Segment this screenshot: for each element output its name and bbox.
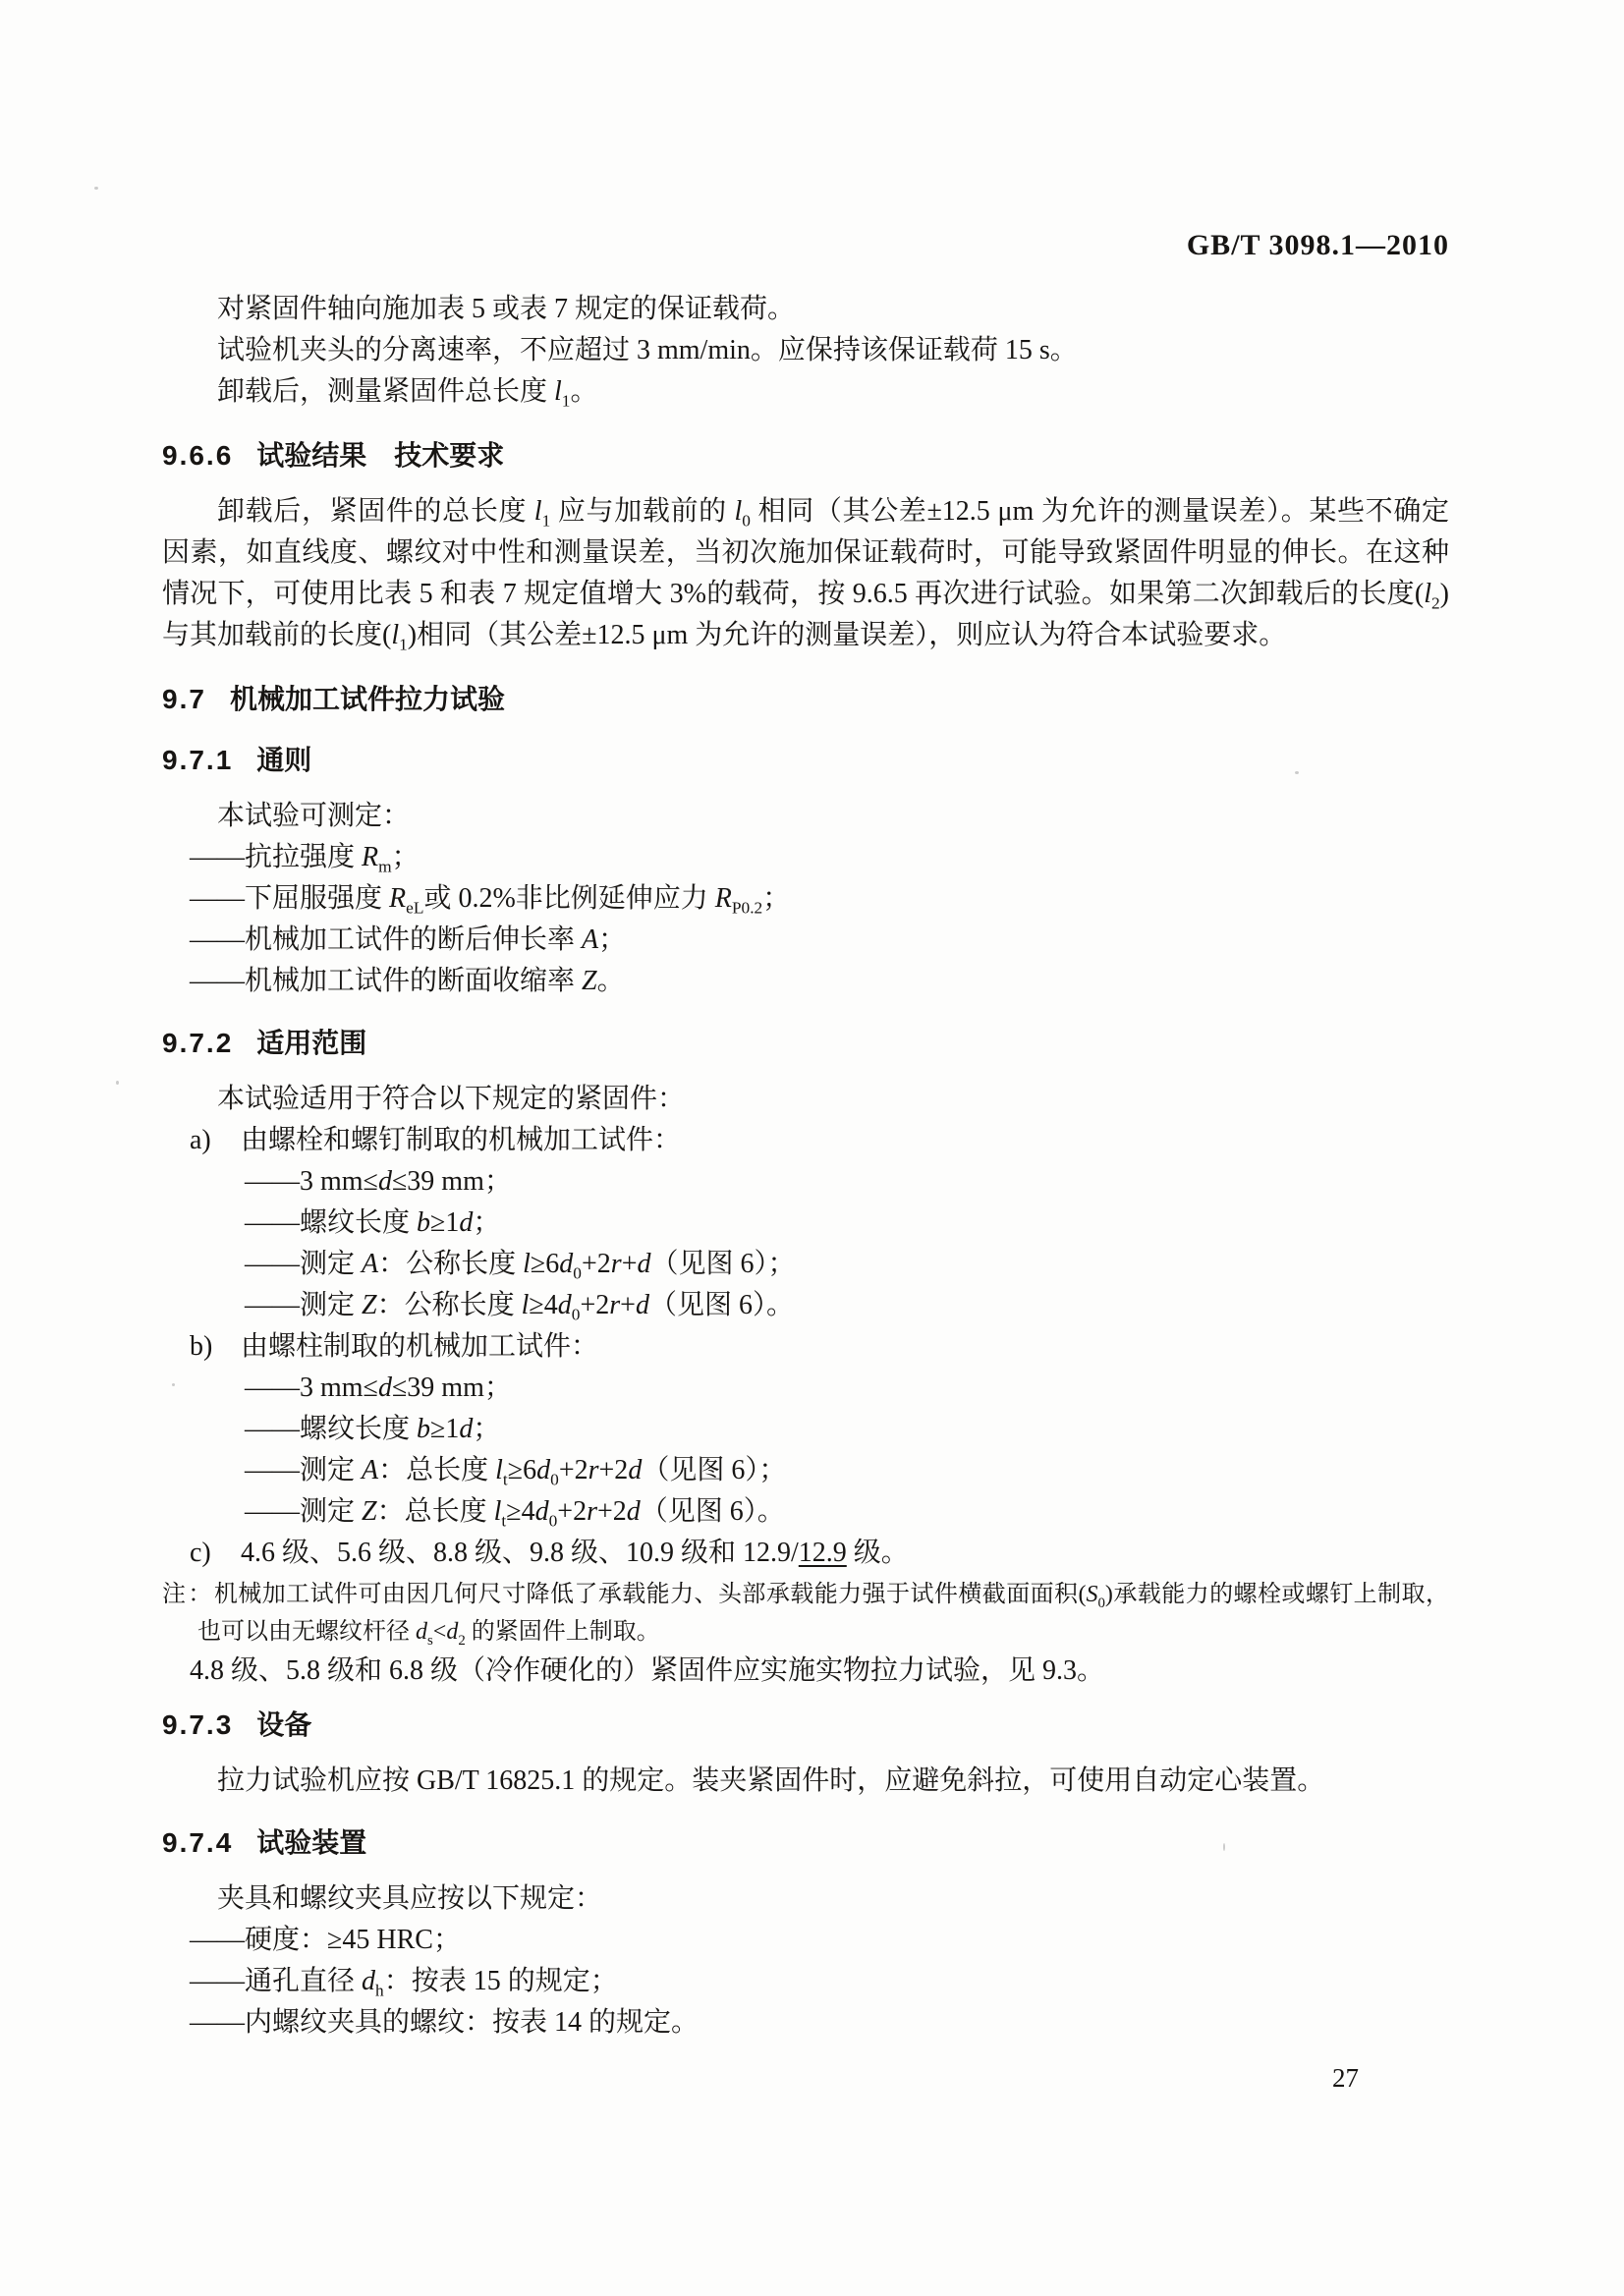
section-heading-9-7-3 [162, 1706, 1449, 1745]
scan-speck [94, 187, 98, 190]
section-9-7-3-body: 拉力试验机应按 GB/T 16825.1 的规定。装夹紧固件时，应避免斜拉，可使用自动定心装置。 [217, 1765, 1325, 1796]
section-heading-9-7 [162, 680, 1449, 719]
scan-speck [1295, 771, 1299, 774]
section-9-7-2-lead: 本试验适用于符合以下规定的紧固件： [217, 1084, 686, 1114]
section-number: 9.6.6 [162, 440, 234, 471]
section-title: 机械加工试件拉力试验 [229, 684, 505, 714]
dash-list-item: ——抗拉强度 $R_m$； [190, 842, 420, 876]
section-number: 9.7.2 [162, 1028, 234, 1058]
list-item-text: 由螺柱制取的机械加工试件： [241, 1331, 599, 1362]
note-text: 机械加工试件可由因几何尺寸降低了承载能力、头部承载能力强于试件横截面面积$(S_0)$承载能力的螺栓或螺钉上制取，也可以由无螺纹杆径 $d_s<d_2$ 的紧固件上制取。 [197, 1582, 1449, 1649]
section-number: 9.7.3 [162, 1709, 234, 1740]
dash-list-item: ——螺纹长度 b≥1d； [245, 1207, 501, 1238]
page-number: 27 [1332, 2063, 1359, 2093]
section-title: 适用范围 [256, 1028, 367, 1058]
list-item-b [162, 1326, 1449, 1368]
list-item-label: c) [190, 1538, 211, 1568]
scan-speck [1223, 1843, 1225, 1851]
section-9-6-6-body: 卸载后，紧固件的总长度 $l_1$ 应与加载前的 $l_0$ 相同（其公差±12.5 μm 为允许的测量误差）。某些不确定因素，如直线度、螺纹对中性和测量误差，当初次施加保证载荷时，可能导致紧固件明显的伸长。在这种情况下，可使用比表 5 和表 7 规定值增大 3%的载荷，按 9.6.5 再次进行试验。如果第二次卸载后的长度$(l_2)$与其加载前的长度$(l_1)$相同（其公差±12.5 μm 为允许的测量误差），则应认为符合本试验要求。 [162, 496, 1449, 654]
scan-speck [172, 1383, 175, 1386]
section-title: 通则 [256, 745, 312, 775]
section-title: 设备 [256, 1709, 312, 1740]
section-number: 9.7.1 [162, 745, 234, 775]
section-heading-9-7-4 [162, 1823, 1449, 1863]
dash-list-item: ——机械加工试件的断后伸长率 A； [190, 924, 627, 955]
intro-paragraphs [162, 289, 1449, 413]
list-item-a [162, 1120, 1449, 1161]
section-number: 9.7 [162, 684, 206, 714]
intro-line: 卸载后，测量紧固件总长度 $l_1$。 [217, 376, 598, 411]
list-item-text: 由螺栓和螺钉制取的机械加工试件： [241, 1125, 682, 1155]
dash-list-item: ——测定 Z：总长度 $l_t\ge 4d_0+2r+2d$（见图 6）。 [245, 1496, 785, 1531]
dash-list-item: ——机械加工试件的断面收缩率 Z。 [190, 966, 625, 996]
dash-list-item: ——测定 Z：公称长度 $l\ge 4d_0+2r+d$（见图 6）。 [245, 1290, 794, 1324]
list-item-text: 4.6 级、5.6 级、8.8 级、9.8 级、10.9 级和 12.9/12.9 级。 [241, 1538, 909, 1568]
dash-list-item: ——通孔直径 $d_h$：按表 15 的规定； [190, 1966, 618, 2000]
dash-list-item: ——测定 A：公称长度 $l\ge 6d_0+2r+d$（见图 6）； [245, 1249, 796, 1283]
dash-list-item: ——硬度：≥45 HRC； [190, 1925, 461, 1955]
dash-list-item: ——内螺纹夹具的螺纹：按表 14 的规定。 [190, 2007, 700, 2038]
standard-code-header: GB/T 3098.1—2010 [1186, 229, 1449, 261]
dash-list-item: ——测定 A：总长度 $l_t\ge 6d_0+2r+2d$（见图 6）； [245, 1455, 787, 1489]
list-item-c [162, 1533, 1449, 1574]
dash-list-item: ——3 mm≤d≤39 mm； [245, 1166, 512, 1197]
intro-line: 试验机夹头的分离速率，不应超过 3 mm/min。应保持该保证载荷 15 s。 [217, 335, 1078, 365]
section-9-7-1-lead: 本试验可测定： [217, 801, 411, 831]
dash-list-item: ——下屈服强度 $R_{eL}$或 0.2%非比例延伸应力 $R_{P0.2}$； [190, 883, 791, 918]
list-item-label: b) [190, 1331, 213, 1362]
scan-speck [116, 1081, 119, 1085]
section-heading-9-7-2 [162, 1024, 1449, 1063]
dash-list-item: ——螺纹长度 b≥1d； [245, 1414, 501, 1444]
section-heading-9-7-1 [162, 741, 1449, 780]
note-paragraph [162, 1576, 1449, 1651]
intro-line: 对紧固件轴向施加表 5 或表 7 规定的保证载荷。 [217, 294, 796, 324]
section-heading-9-6-6 [162, 436, 1449, 476]
section-title: 试验装置 [256, 1827, 367, 1858]
dash-list-item: ——3 mm≤d≤39 mm； [245, 1372, 512, 1403]
section-title: 试验结果 技术要求 [256, 440, 505, 471]
list-item-label: a) [190, 1125, 211, 1155]
section-9-7-4-lead: 夹具和螺纹夹具应按以下规定： [217, 1883, 603, 1914]
section-9-7-2-tail: 4.8 级、5.8 级和 6.8 级（冷作硬化的）紧固件应实施实物拉力试验，见 9.3。 [190, 1655, 1105, 1686]
note-label: 注： [162, 1582, 214, 1607]
section-number: 9.7.4 [162, 1827, 234, 1858]
